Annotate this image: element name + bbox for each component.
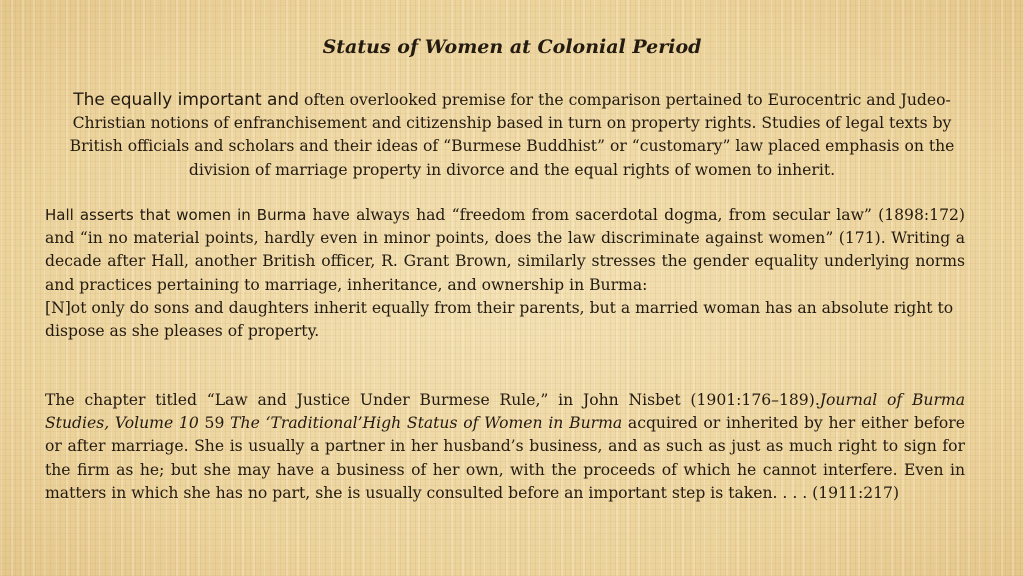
paragraph-nisbet xyxy=(45,389,965,505)
paragraph-body: often overlooked premise for the comparison pertained to Eurocentric and Judeo-Christian notions of enfranchisement and citizenship based in turn on property rights. Studies of legal texts by British officials and scholars and their ideas of “Burmese Buddhist” or “customary” law placed emphasis on the division of marriage property in divorce and the equal rights of women to inherit. xyxy=(69,91,955,179)
paragraph-body: The chapter titled “Law and Justice Under Burmese Rule,” in John Nisbet (1901:176–189). xyxy=(45,391,820,409)
paragraph-enfranchisement xyxy=(52,89,972,182)
block-quote: [N]ot only do sons and daughters inherit equally from their parents, but a married woman has an absolute right to dispose as she pleases of property. xyxy=(45,298,954,341)
paragraph-hall xyxy=(45,204,965,343)
article-title: The ‘Traditional’High Status of Women in Burma xyxy=(230,414,623,433)
paragraph-body: have always had “freedom from sacerdotal dogma, from secular law” (1898:172) and “in no material points, hardly even in minor points, does the law discriminate against women” (171). Writing a decade after Hall, another British officer, R. Grant Brown, similarly stresses the gender equality underlying norms and practices pertaining to marriage, inheritance, and ownership in Burma: xyxy=(45,206,965,294)
paragraph-body: acquired or inherited by her either before or after marriage. She is usually a partner in her husband’s business, and as such as just as much right to sign for the firm as he; but she may have a business of her own, with the proceeds of which he cannot interfere. Even in matters in which she has no part, she is usually consulted before an important step is taken. . . . (1911:217) xyxy=(45,414,965,502)
journal-citation: Journal of Burma Studies, Volume 10 xyxy=(45,391,966,433)
paragraph-lead: Hall asserts that women in Burma xyxy=(45,206,307,224)
paragraph-lead: The equally important and xyxy=(73,90,299,110)
slide-title: Status of Women at Colonial Period xyxy=(322,36,702,58)
page-number-text: 59 xyxy=(198,414,231,433)
